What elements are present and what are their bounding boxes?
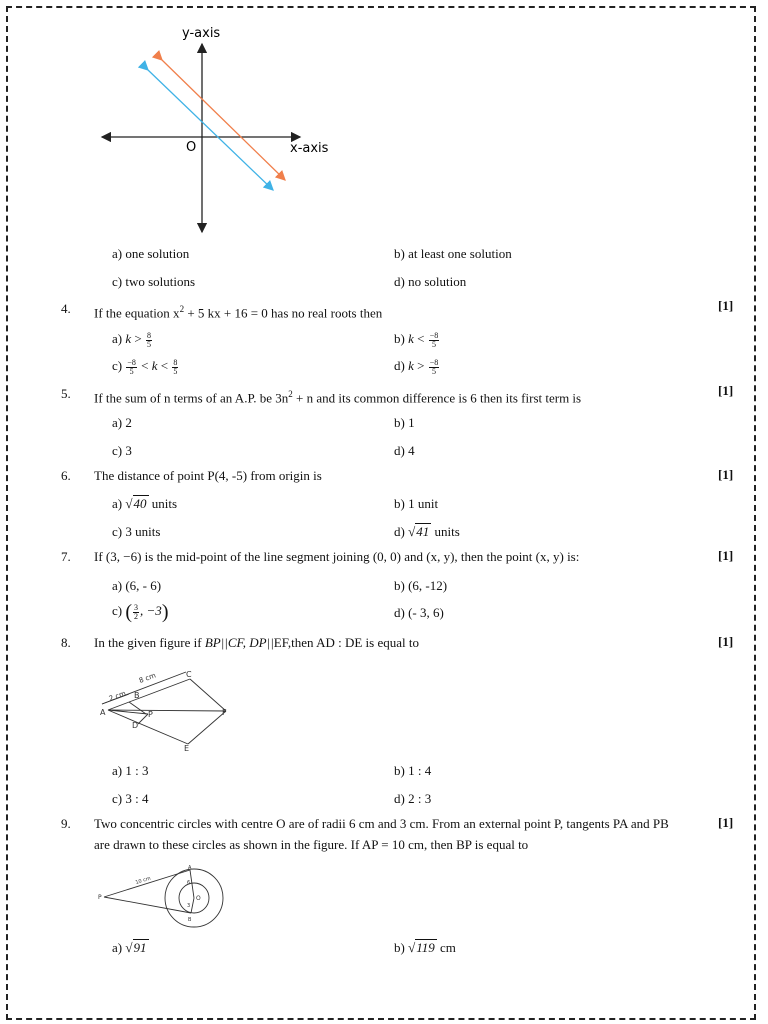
q9-number: 9. [61, 816, 71, 831]
q5-option-a[interactable]: a) 2 [112, 415, 132, 430]
q9-text-line2: are drawn to these circles as shown in the figure. If AP = 10 cm, then BP is equal to [94, 837, 529, 852]
q6-marks: [1] [718, 467, 734, 482]
q8-option-c[interactable]: c) 3 : 4 [112, 791, 149, 806]
q7-option-c[interactable]: c) ( $\frac{3}{2}$ , −3) [112, 601, 169, 624]
point-a-label: A [100, 708, 106, 717]
q5-text: If the sum of n terms of an A.P. be $3n^2 + n$ and its common difference is 6 then its first term is [94, 389, 582, 406]
q6-option-b[interactable]: b) 1 unit [394, 496, 439, 511]
q4-number: 4. [61, 301, 71, 316]
point-b-label: B [134, 691, 140, 700]
y-axis-label: y-axis [182, 26, 221, 41]
q3-option-d[interactable]: d) no solution [394, 274, 467, 289]
q6-option-d[interactable]: d) √41 units [394, 524, 460, 539]
q7-marks: [1] [718, 548, 734, 563]
q8-text: In the given figure if BP||CF, DP||EF,then AD : DE is equal to [94, 635, 419, 650]
label-2cm: 2 cm [107, 689, 127, 703]
center-o-label: O [196, 895, 201, 902]
point-f-label: F [222, 708, 227, 717]
q9-option-a[interactable]: a) √91 [112, 940, 147, 955]
q4-option-d[interactable]: d) k > $\frac{-8}{5}$ [394, 357, 439, 376]
q7-text: If (3, −6) is the mid-point of the line segment joining (0, 0) and (x, y), then the point (x, y) is: [94, 549, 580, 564]
q7-option-a[interactable]: a) (6, - 6) [112, 578, 162, 593]
label-3: 3 [187, 903, 191, 909]
parallel-lines-figure [90, 20, 350, 240]
q4-option-c[interactable]: c) $\frac{-8}{5}$ < k < $\frac{8}{5}$ [112, 357, 178, 376]
orange-line [162, 60, 285, 180]
q3-option-b[interactable]: b) at least one solution [394, 246, 512, 261]
q8-option-b[interactable]: b) 1 : 4 [394, 763, 432, 778]
triangle-figure [96, 668, 246, 753]
point-p-label: P [148, 710, 153, 719]
blue-line [148, 70, 273, 190]
point-c-label: C [186, 670, 192, 679]
point-d-label: D [132, 721, 139, 730]
q8-number: 8. [61, 635, 71, 650]
point-p-label: P [98, 894, 102, 901]
q6-number: 6. [61, 468, 71, 483]
q5-marks: [1] [718, 383, 734, 398]
q8-option-a[interactable]: a) 1 : 3 [112, 763, 149, 778]
q5-option-c[interactable]: c) 3 [112, 443, 132, 458]
origin-label: O [186, 140, 197, 155]
q9-marks: [1] [718, 815, 734, 830]
q6-text: The distance of point P(4, -5) from origin is [94, 468, 322, 483]
q5-option-b[interactable]: b) 1 [394, 415, 415, 430]
q6-option-a[interactable]: a) √40 units [112, 496, 178, 511]
q3-option-c[interactable]: c) two solutions [112, 274, 196, 289]
q4-marks: [1] [718, 298, 734, 313]
label-10cm: 10 cm [134, 875, 152, 886]
label-6: 6 [187, 880, 191, 886]
q3-option-a[interactable]: a) one solution [112, 246, 190, 261]
q8-option-d[interactable]: d) 2 : 3 [394, 791, 432, 806]
q9-text-line1: Two concentric circles with centre O are of radii 6 cm and 3 cm. From an external point P, tangents PA and PB [94, 816, 669, 831]
q8-marks: [1] [718, 634, 734, 649]
q4-option-b[interactable]: b) k < $\frac{-8}{5}$ [394, 330, 439, 349]
q9-option-b[interactable]: b) √119 cm [394, 940, 456, 955]
q7-option-b[interactable]: b) (6, -12) [394, 578, 448, 593]
q5-option-d[interactable]: d) 4 [394, 443, 415, 458]
q7-number: 7. [61, 549, 71, 564]
point-e-label: E [184, 744, 190, 753]
point-b-label: B [188, 917, 192, 923]
q5-number: 5. [61, 386, 71, 401]
x-axis-label: x-axis [290, 141, 329, 156]
concentric-circles-figure [96, 862, 231, 932]
q4-option-a[interactable]: a) k > $\frac{8}{5}$ [112, 330, 151, 349]
q6-option-c[interactable]: c) 3 units [112, 524, 161, 539]
q7-option-d[interactable]: d) (- 3, 6) [394, 605, 444, 620]
point-a-label: A [188, 865, 192, 871]
label-8cm: 8 cm [137, 671, 157, 685]
q4-text: If the equation $x^2 + 5$ kx + 16 = 0 has no real roots then [94, 304, 383, 321]
